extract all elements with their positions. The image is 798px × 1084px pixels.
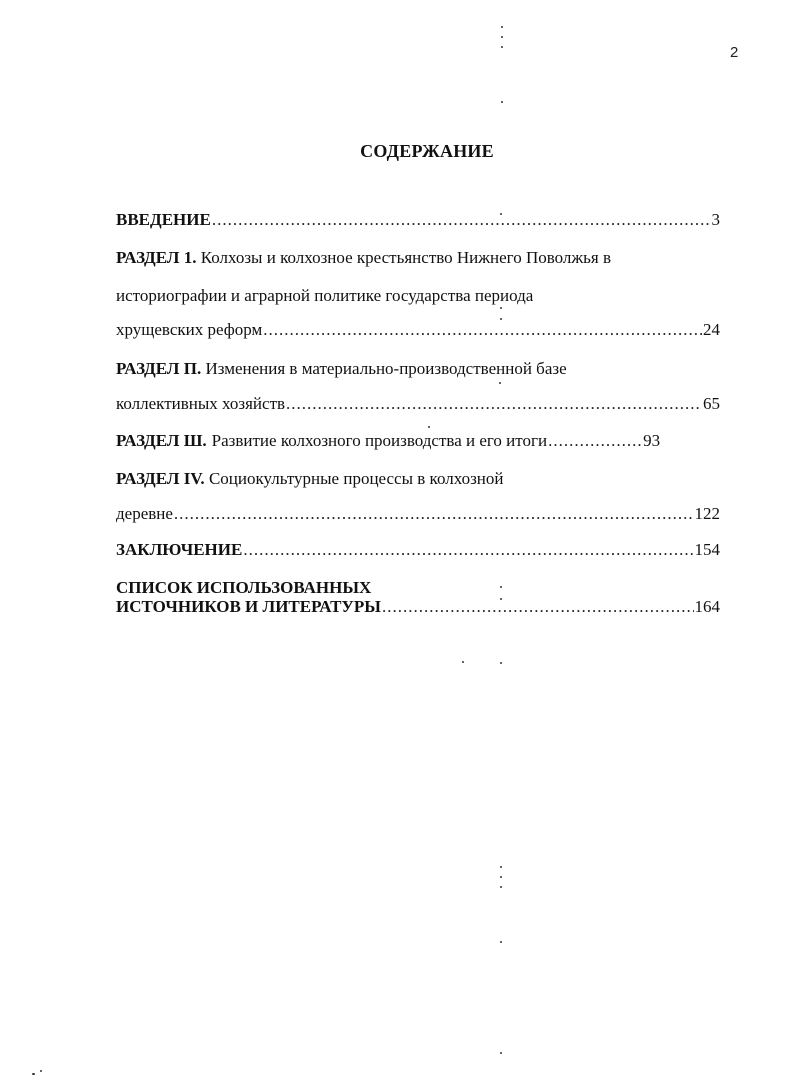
scan-speck (500, 886, 502, 888)
toc-entry-section4-line1 (116, 469, 503, 489)
toc-entry-section2-line1 (116, 359, 567, 379)
section-label: РАЗДЕЛ IV. (116, 469, 205, 488)
section-label: РАЗДЕЛ Ш. (116, 431, 207, 450)
leader-dots (212, 210, 711, 230)
leader-dots (382, 597, 694, 617)
section-title-text: деревне (116, 504, 173, 523)
toc-entry-section3 (116, 431, 720, 453)
leader-dots (243, 540, 693, 560)
section-title-text: Изменения в материально-производственной базе (205, 359, 567, 378)
section-title-text: хрущевских реформ (116, 320, 263, 339)
scan-speck (501, 101, 503, 103)
toc-entry-page: 24 (703, 320, 720, 339)
page-number: 2 (730, 44, 739, 61)
scan-speck (500, 1052, 502, 1054)
section-title-text: Колхозы и колхозное крестьянство Нижнего Поволжья в (200, 248, 612, 267)
toc-entry-sources-line1: СПИСОК ИСПОЛЬЗОВАННЫХ (116, 578, 372, 597)
scan-speck (500, 586, 502, 588)
section-title-text: Социокультурные процессы в колхозной (208, 469, 504, 488)
toc-entry-page: 122 (694, 504, 720, 523)
scan-speck (428, 426, 430, 428)
scan-speck (500, 662, 502, 664)
toc-entry-conclusion (116, 540, 720, 562)
scan-speck (500, 941, 502, 943)
toc-entry-section1-line2: историографии и аграрной политике государства периода (116, 286, 534, 305)
scan-speck (501, 26, 503, 28)
toc-entry-section1-line3 (116, 320, 720, 342)
section-title-text: коллективных хозяйств (116, 394, 286, 413)
toc-entry-intro (116, 210, 720, 232)
section-label: РАЗДЕЛ 1. (116, 248, 197, 267)
toc-entry-page: 93 (643, 431, 661, 450)
toc-entry-label: ВВЕДЕНИЕ (116, 210, 211, 229)
toc-entry-section1-line1 (116, 248, 611, 268)
toc-entry-page: 3 (711, 210, 720, 229)
scan-speck (500, 866, 502, 868)
scan-speck (500, 876, 502, 878)
scan-speck (500, 307, 502, 309)
scan-speck (32, 1073, 35, 1075)
toc-entry-page: 164 (694, 597, 720, 616)
scan-speck (40, 1070, 42, 1072)
scan-speck (500, 318, 502, 320)
scan-speck (501, 46, 503, 48)
toc-entry-section2-line2 (116, 394, 720, 416)
toc-entry-label: ИСТОЧНИКОВ И ЛИТЕРАТУРЫ (116, 597, 381, 616)
toc-entry-sources-line2 (116, 597, 720, 619)
section-title-text: Развитие колхозного производства и его итоги (211, 431, 548, 450)
scan-speck (500, 213, 502, 215)
leader-dots (263, 320, 702, 340)
leader-dots (174, 504, 694, 524)
toc-entry-section4-line2 (116, 504, 720, 526)
page-title: СОДЕРЖАНИЕ (360, 141, 494, 161)
toc-entry-page: 154 (694, 540, 720, 559)
leader-dots (548, 431, 642, 451)
scan-speck (499, 382, 501, 384)
section-label: РАЗДЕЛ П. (116, 359, 202, 378)
leader-dots (286, 394, 702, 414)
toc-entry-label: ЗАКЛЮЧЕНИЕ (116, 540, 243, 559)
scan-speck (501, 36, 503, 38)
scan-speck (462, 661, 464, 663)
scan-speck (500, 598, 502, 600)
toc-entry-page: 65 (703, 394, 720, 413)
